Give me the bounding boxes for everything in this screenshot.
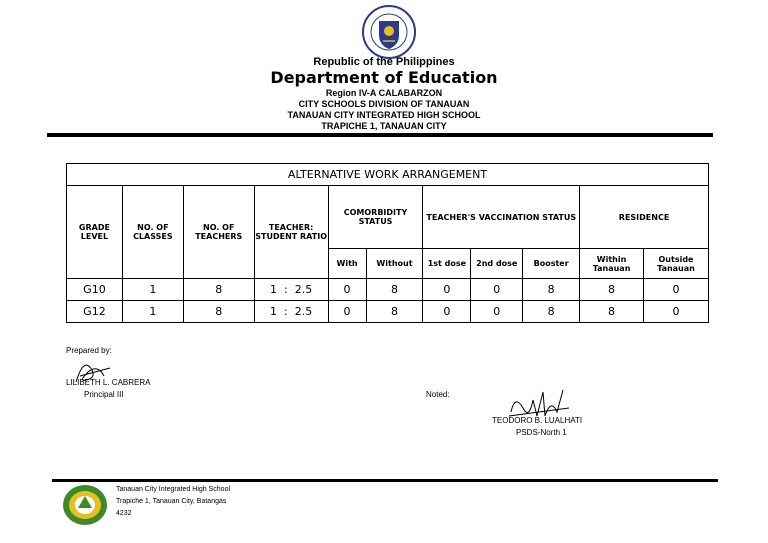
- cell-teachers: 8: [183, 301, 254, 323]
- header-residence: RESIDENCE: [580, 186, 709, 249]
- cell-with: 0: [328, 301, 366, 323]
- header-with: With: [328, 249, 366, 279]
- header-division: CITY SCHOOLS DIVISION OF TANAUAN: [298, 99, 470, 109]
- cell-ratio: 1 : 2.5: [254, 279, 328, 301]
- cell-first-dose: 0: [423, 301, 471, 323]
- header-vaccination: TEACHER'S VACCINATION STATUS: [423, 186, 580, 249]
- cell-second-dose: 0: [471, 301, 523, 323]
- preparer-title: Principal III: [84, 390, 124, 399]
- table-row: [67, 279, 709, 301]
- footer-zip: 4232: [116, 510, 132, 517]
- cell-within: 8: [580, 279, 644, 301]
- cell-booster: 8: [523, 279, 580, 301]
- header-address: TRAPICHE 1, TANAUAN CITY: [321, 121, 447, 131]
- cell-outside: 0: [644, 301, 709, 323]
- cell-booster: 8: [523, 301, 580, 323]
- cell-ratio: 1 : 2.5: [254, 301, 328, 323]
- header-booster: Booster: [523, 249, 580, 279]
- noted-label: Noted:: [426, 390, 450, 399]
- cell-second-dose: 0: [471, 279, 523, 301]
- header-region: Region IV-A CALABARZON: [325, 88, 443, 98]
- header-first-dose: 1st dose: [423, 249, 471, 279]
- work-arrangement-table: [66, 163, 709, 323]
- header-department: Department of Education: [270, 68, 498, 87]
- header-republic: Republic of the Philippines: [313, 56, 455, 68]
- cell-with: 0: [328, 279, 366, 301]
- header-grade-level: GRADE LEVEL: [67, 186, 123, 279]
- cell-grade: G10: [67, 279, 123, 301]
- prepared-by-label: Prepared by:: [66, 346, 112, 355]
- cell-first-dose: 0: [423, 279, 471, 301]
- cell-outside: 0: [644, 279, 709, 301]
- cell-grade: G12: [67, 301, 123, 323]
- header-ratio: TEACHER: STUDENT RATIO: [254, 186, 328, 279]
- header-without: Without: [366, 249, 423, 279]
- footer-divider: [52, 479, 718, 482]
- noter-name: TEODORO B. LUALHATI: [492, 416, 583, 425]
- cell-classes: 1: [122, 279, 183, 301]
- header-school: TANAUAN CITY INTEGRATED HIGH SCHOOL: [287, 110, 481, 120]
- header-second-dose: 2nd dose: [471, 249, 523, 279]
- header-comorbidity: COMORBIDITY STATUS: [328, 186, 423, 249]
- cell-within: 8: [580, 301, 644, 323]
- header-within: Within Tanauan: [580, 249, 644, 279]
- header-classes: NO. OF CLASSES: [122, 186, 183, 279]
- footer-address: Trapiche 1, Tanauan City, Batangas: [116, 498, 227, 505]
- table-row: [67, 301, 709, 323]
- cell-without: 8: [366, 301, 423, 323]
- cell-teachers: 8: [183, 279, 254, 301]
- footer-school-name: Tanauan City Integrated High School: [116, 486, 231, 493]
- cell-classes: 1: [122, 301, 183, 323]
- header-divider: [47, 133, 713, 137]
- table-title: ALTERNATIVE WORK ARRANGEMENT: [67, 164, 709, 186]
- school-logo-icon: [62, 484, 108, 526]
- deped-seal-icon: [362, 5, 416, 59]
- preparer-name: LILIBETH L. CABRERA: [66, 378, 151, 387]
- header-teachers: NO. OF TEACHERS: [183, 186, 254, 279]
- noter-title: PSDS-North 1: [516, 428, 567, 437]
- header-outside: Outside Tanauan: [644, 249, 709, 279]
- cell-without: 8: [366, 279, 423, 301]
